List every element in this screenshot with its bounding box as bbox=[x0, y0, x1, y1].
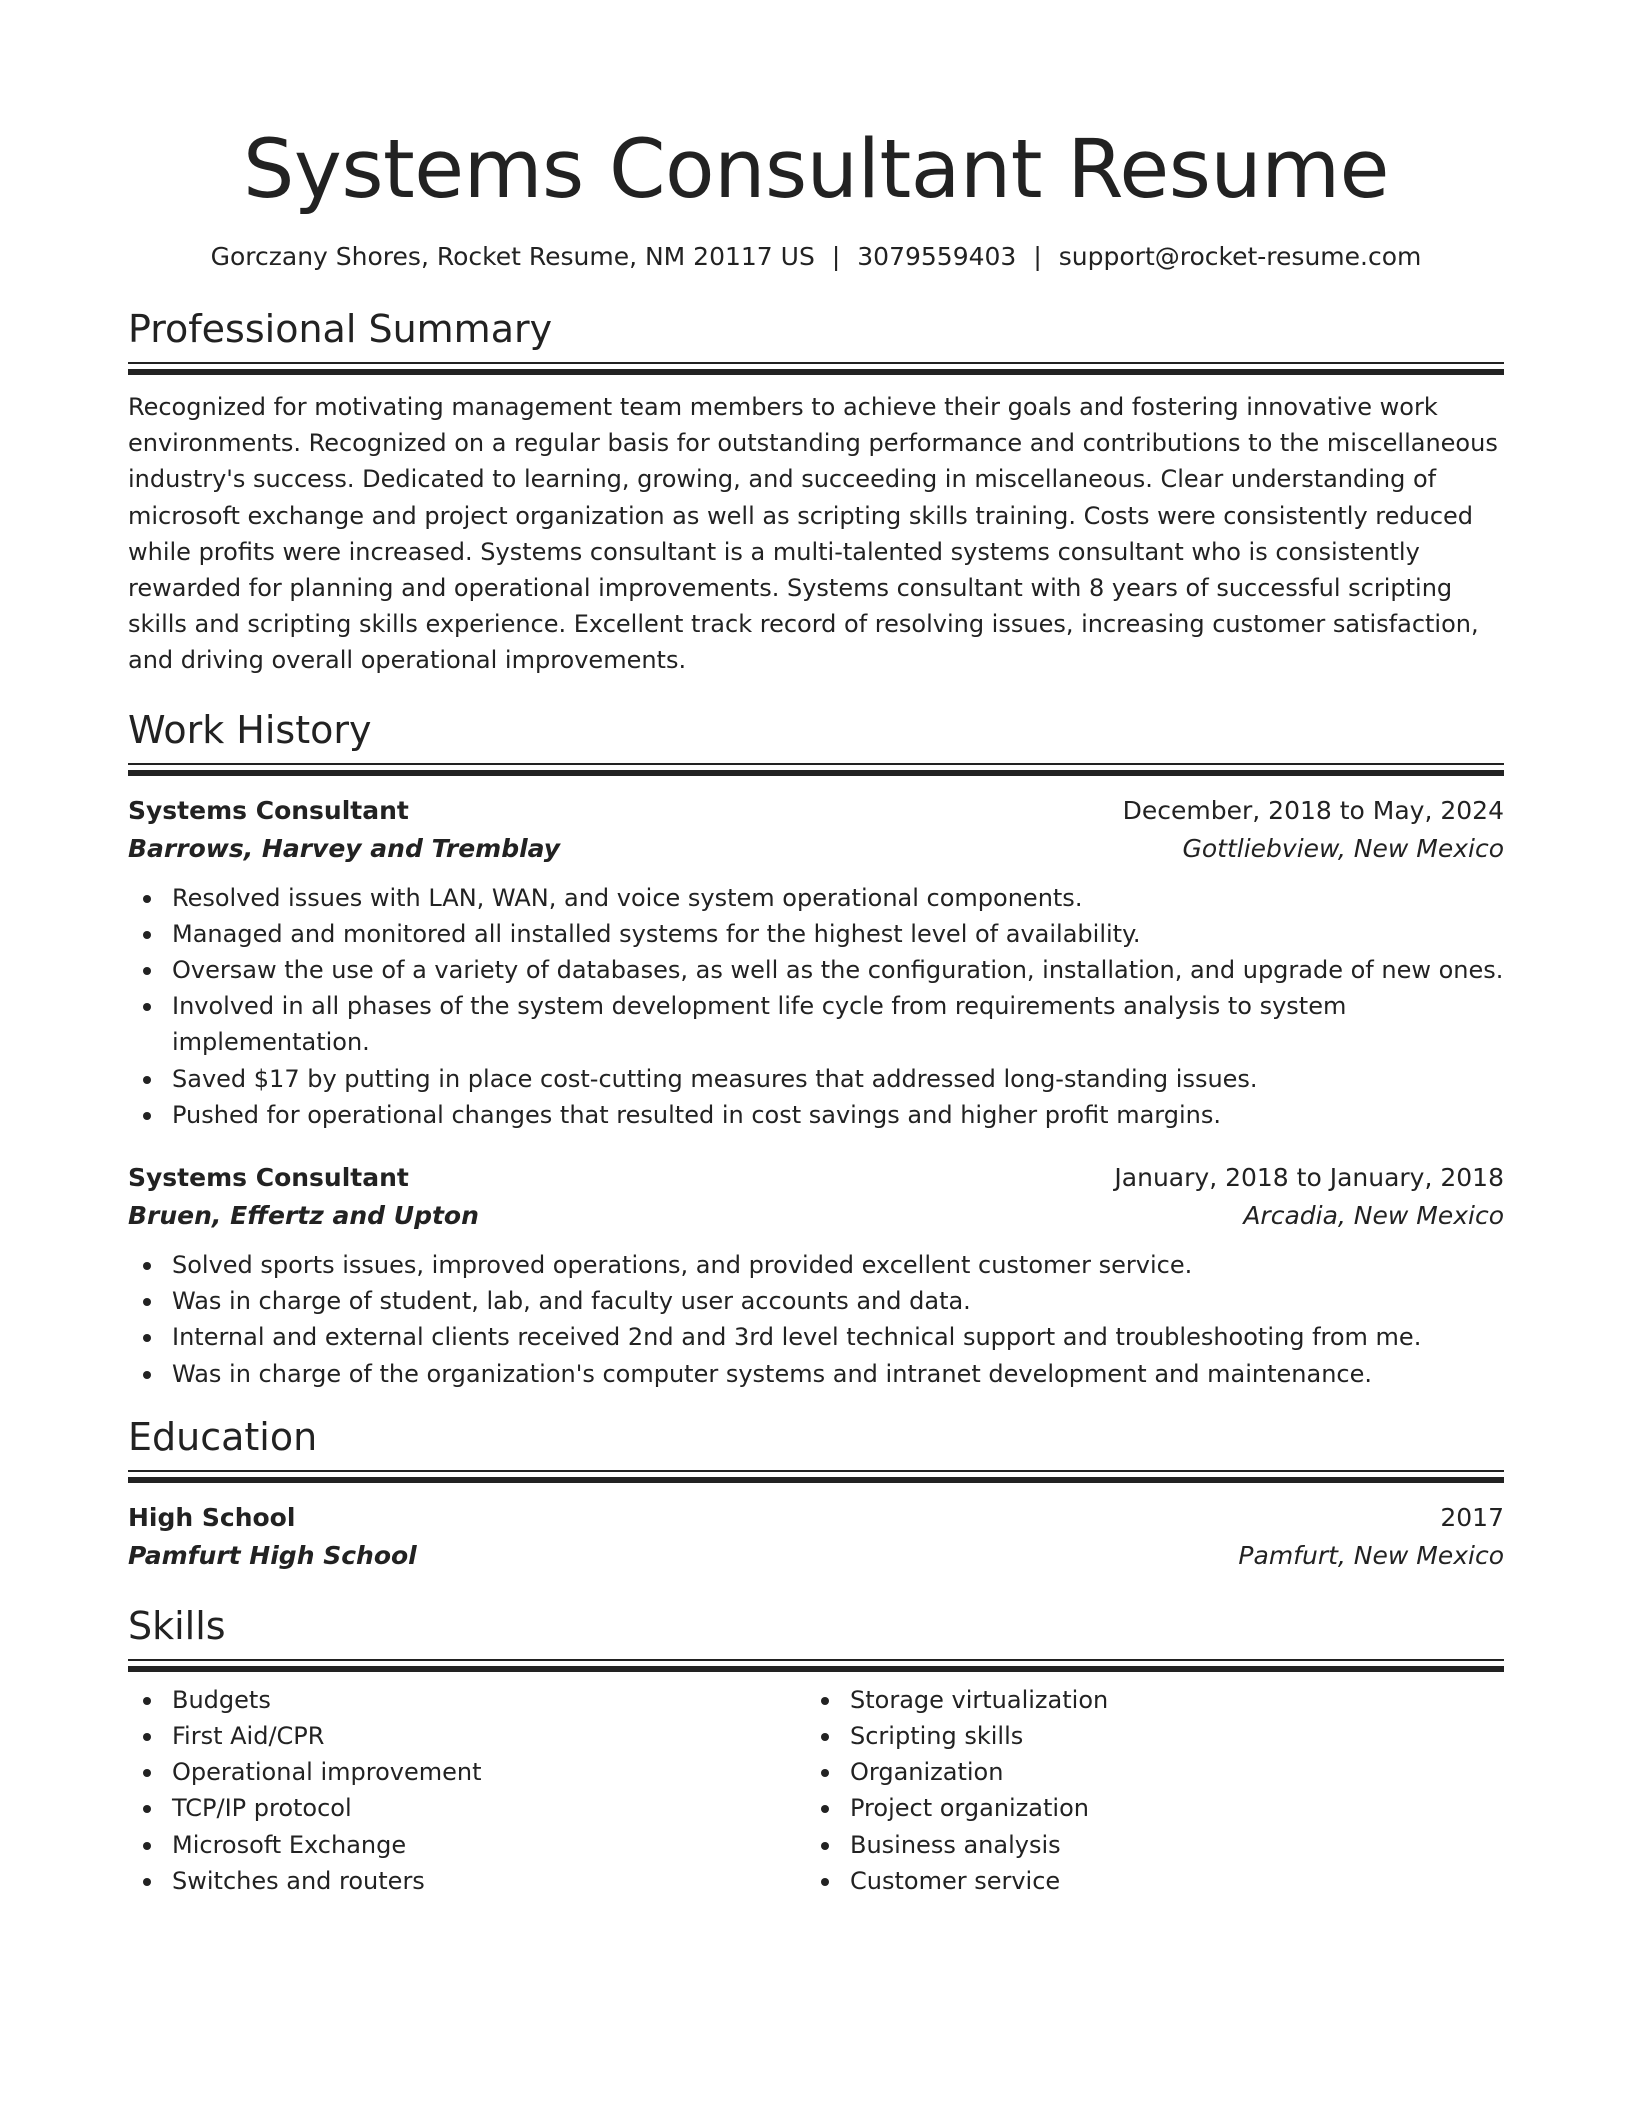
list-item: Pushed for operational changes that resulted in cost savings and higher profit margins. bbox=[128, 1097, 1504, 1133]
list-item: Was in charge of the organization's computer systems and intranet development and maintenance. bbox=[128, 1356, 1504, 1392]
list-item: Involved in all phases of the system development life cycle from requirements analysis to system implementation. bbox=[128, 988, 1504, 1060]
resume-title: Systems Consultant Resume bbox=[243, 123, 1389, 217]
skill-item: Storage virtualization bbox=[806, 1682, 1484, 1718]
section-divider bbox=[128, 369, 1504, 375]
education-header-row bbox=[128, 1499, 1504, 1537]
section-divider bbox=[128, 1470, 1504, 1472]
skill-item: Switches and routers bbox=[128, 1863, 806, 1899]
job-location: Gottliebview, New Mexico bbox=[1182, 833, 1504, 863]
list-item: Was in charge of student, lab, and faculty user accounts and data. bbox=[128, 1283, 1504, 1319]
summary-heading: Professional Summary bbox=[128, 307, 553, 351]
contact-line bbox=[128, 242, 1504, 272]
skills-columns bbox=[128, 1682, 1504, 1899]
education-location: Pamfurt, New Mexico bbox=[1238, 1540, 1504, 1570]
skills-left-list bbox=[128, 1682, 806, 1899]
skill-item: Scripting skills bbox=[806, 1718, 1484, 1754]
list-item: Resolved issues with LAN, WAN, and voice system operational components. bbox=[128, 880, 1504, 916]
education-section bbox=[128, 1414, 1504, 1575]
section-divider bbox=[128, 1666, 1504, 1672]
contact-separator: | bbox=[831, 242, 841, 271]
contact-email[interactable]: support@rocket-resume.com bbox=[1058, 242, 1422, 271]
list-item: Solved sports issues, improved operations, and provided excellent customer service. bbox=[128, 1247, 1504, 1283]
job-bullets bbox=[128, 880, 1504, 1133]
job-location: Arcadia, New Mexico bbox=[1243, 1201, 1504, 1231]
work-history-section bbox=[128, 707, 1504, 1392]
list-item: Oversaw the use of a variety of databases, as well as the configuration, installation, and upgrade of new ones. bbox=[128, 952, 1504, 988]
skill-item: TCP/IP protocol bbox=[128, 1790, 806, 1826]
skill-item: Business analysis bbox=[806, 1827, 1484, 1863]
job-dates: December, 2018 to May, 2024 bbox=[1122, 795, 1504, 825]
job-entry bbox=[128, 1159, 1504, 1392]
job-title: Systems Consultant bbox=[128, 795, 409, 825]
job-company: Barrows, Harvey and Tremblay bbox=[128, 833, 561, 863]
skill-item: First Aid/CPR bbox=[128, 1718, 806, 1754]
education-year: 2017 bbox=[1440, 1502, 1504, 1532]
skill-item: Operational improvement bbox=[128, 1754, 806, 1790]
education-school-row bbox=[128, 1537, 1504, 1575]
section-divider bbox=[128, 770, 1504, 776]
education-entry bbox=[128, 1499, 1504, 1575]
work-history-heading: Work History bbox=[128, 707, 372, 752]
job-dates: January, 2018 to January, 2018 bbox=[1114, 1163, 1504, 1193]
job-company: Bruen, Effertz and Upton bbox=[128, 1201, 479, 1231]
resume-page bbox=[128, 0, 1504, 1899]
list-item: Internal and external clients received 2nd and 3rd level technical support and troubleshooting from me. bbox=[128, 1319, 1504, 1355]
skill-item: Customer service bbox=[806, 1863, 1484, 1899]
contact-address: Gorczany Shores, Rocket Resume, NM 20117 US bbox=[210, 242, 815, 271]
list-item: Managed and monitored all installed systems for the highest level of availability. bbox=[128, 916, 1504, 952]
list-item: Saved $17 by putting in place cost-cutting measures that addressed long-standing issues. bbox=[128, 1061, 1504, 1097]
skill-item: Project organization bbox=[806, 1790, 1484, 1826]
skills-right-list bbox=[806, 1682, 1484, 1899]
education-degree: High School bbox=[128, 1502, 296, 1532]
job-company-row bbox=[128, 830, 1504, 868]
section-divider bbox=[128, 763, 1504, 765]
job-header-row bbox=[128, 792, 1504, 830]
skills-section bbox=[128, 1603, 1504, 1899]
job-company-row bbox=[128, 1197, 1504, 1235]
job-entry bbox=[128, 792, 1504, 1133]
contact-phone: 3079559403 bbox=[857, 242, 1017, 271]
skill-item: Organization bbox=[806, 1754, 1484, 1790]
contact-separator: | bbox=[1033, 242, 1042, 271]
section-divider bbox=[128, 362, 1504, 364]
skills-heading: Skills bbox=[128, 1603, 226, 1648]
section-divider bbox=[128, 1659, 1504, 1661]
education-school: Pamfurt High School bbox=[128, 1540, 417, 1570]
skill-item: Microsoft Exchange bbox=[128, 1827, 806, 1863]
skill-item: Budgets bbox=[128, 1682, 806, 1718]
job-header-row bbox=[128, 1159, 1504, 1197]
job-title: Systems Consultant bbox=[128, 1163, 409, 1193]
education-heading: Education bbox=[128, 1414, 318, 1459]
job-bullets bbox=[128, 1247, 1504, 1392]
summary-section bbox=[128, 306, 1504, 679]
summary-text: Recognized for motivating management team members to achieve their goals and fostering innovative work environments. Recognized on a regular basis for outstanding performance and contributions to the miscellaneous industry's success. Dedicated to learning, growing, and succeeding in miscellaneous. Clear understanding of microsoft exchange and project organization as well as scripting skills training. Costs were consistently reduced while profits were increased. Systems consultant is a multi-talented systems consultant who is consistently rewarded for planning and operational improvements. Systems consultant with 8 years of successful scripting skills and scripting skills experience. Excellent track record of resolving issues, increasing customer satisfaction, and driving overall operational improvements. bbox=[128, 393, 1498, 675]
section-divider bbox=[128, 1477, 1504, 1483]
